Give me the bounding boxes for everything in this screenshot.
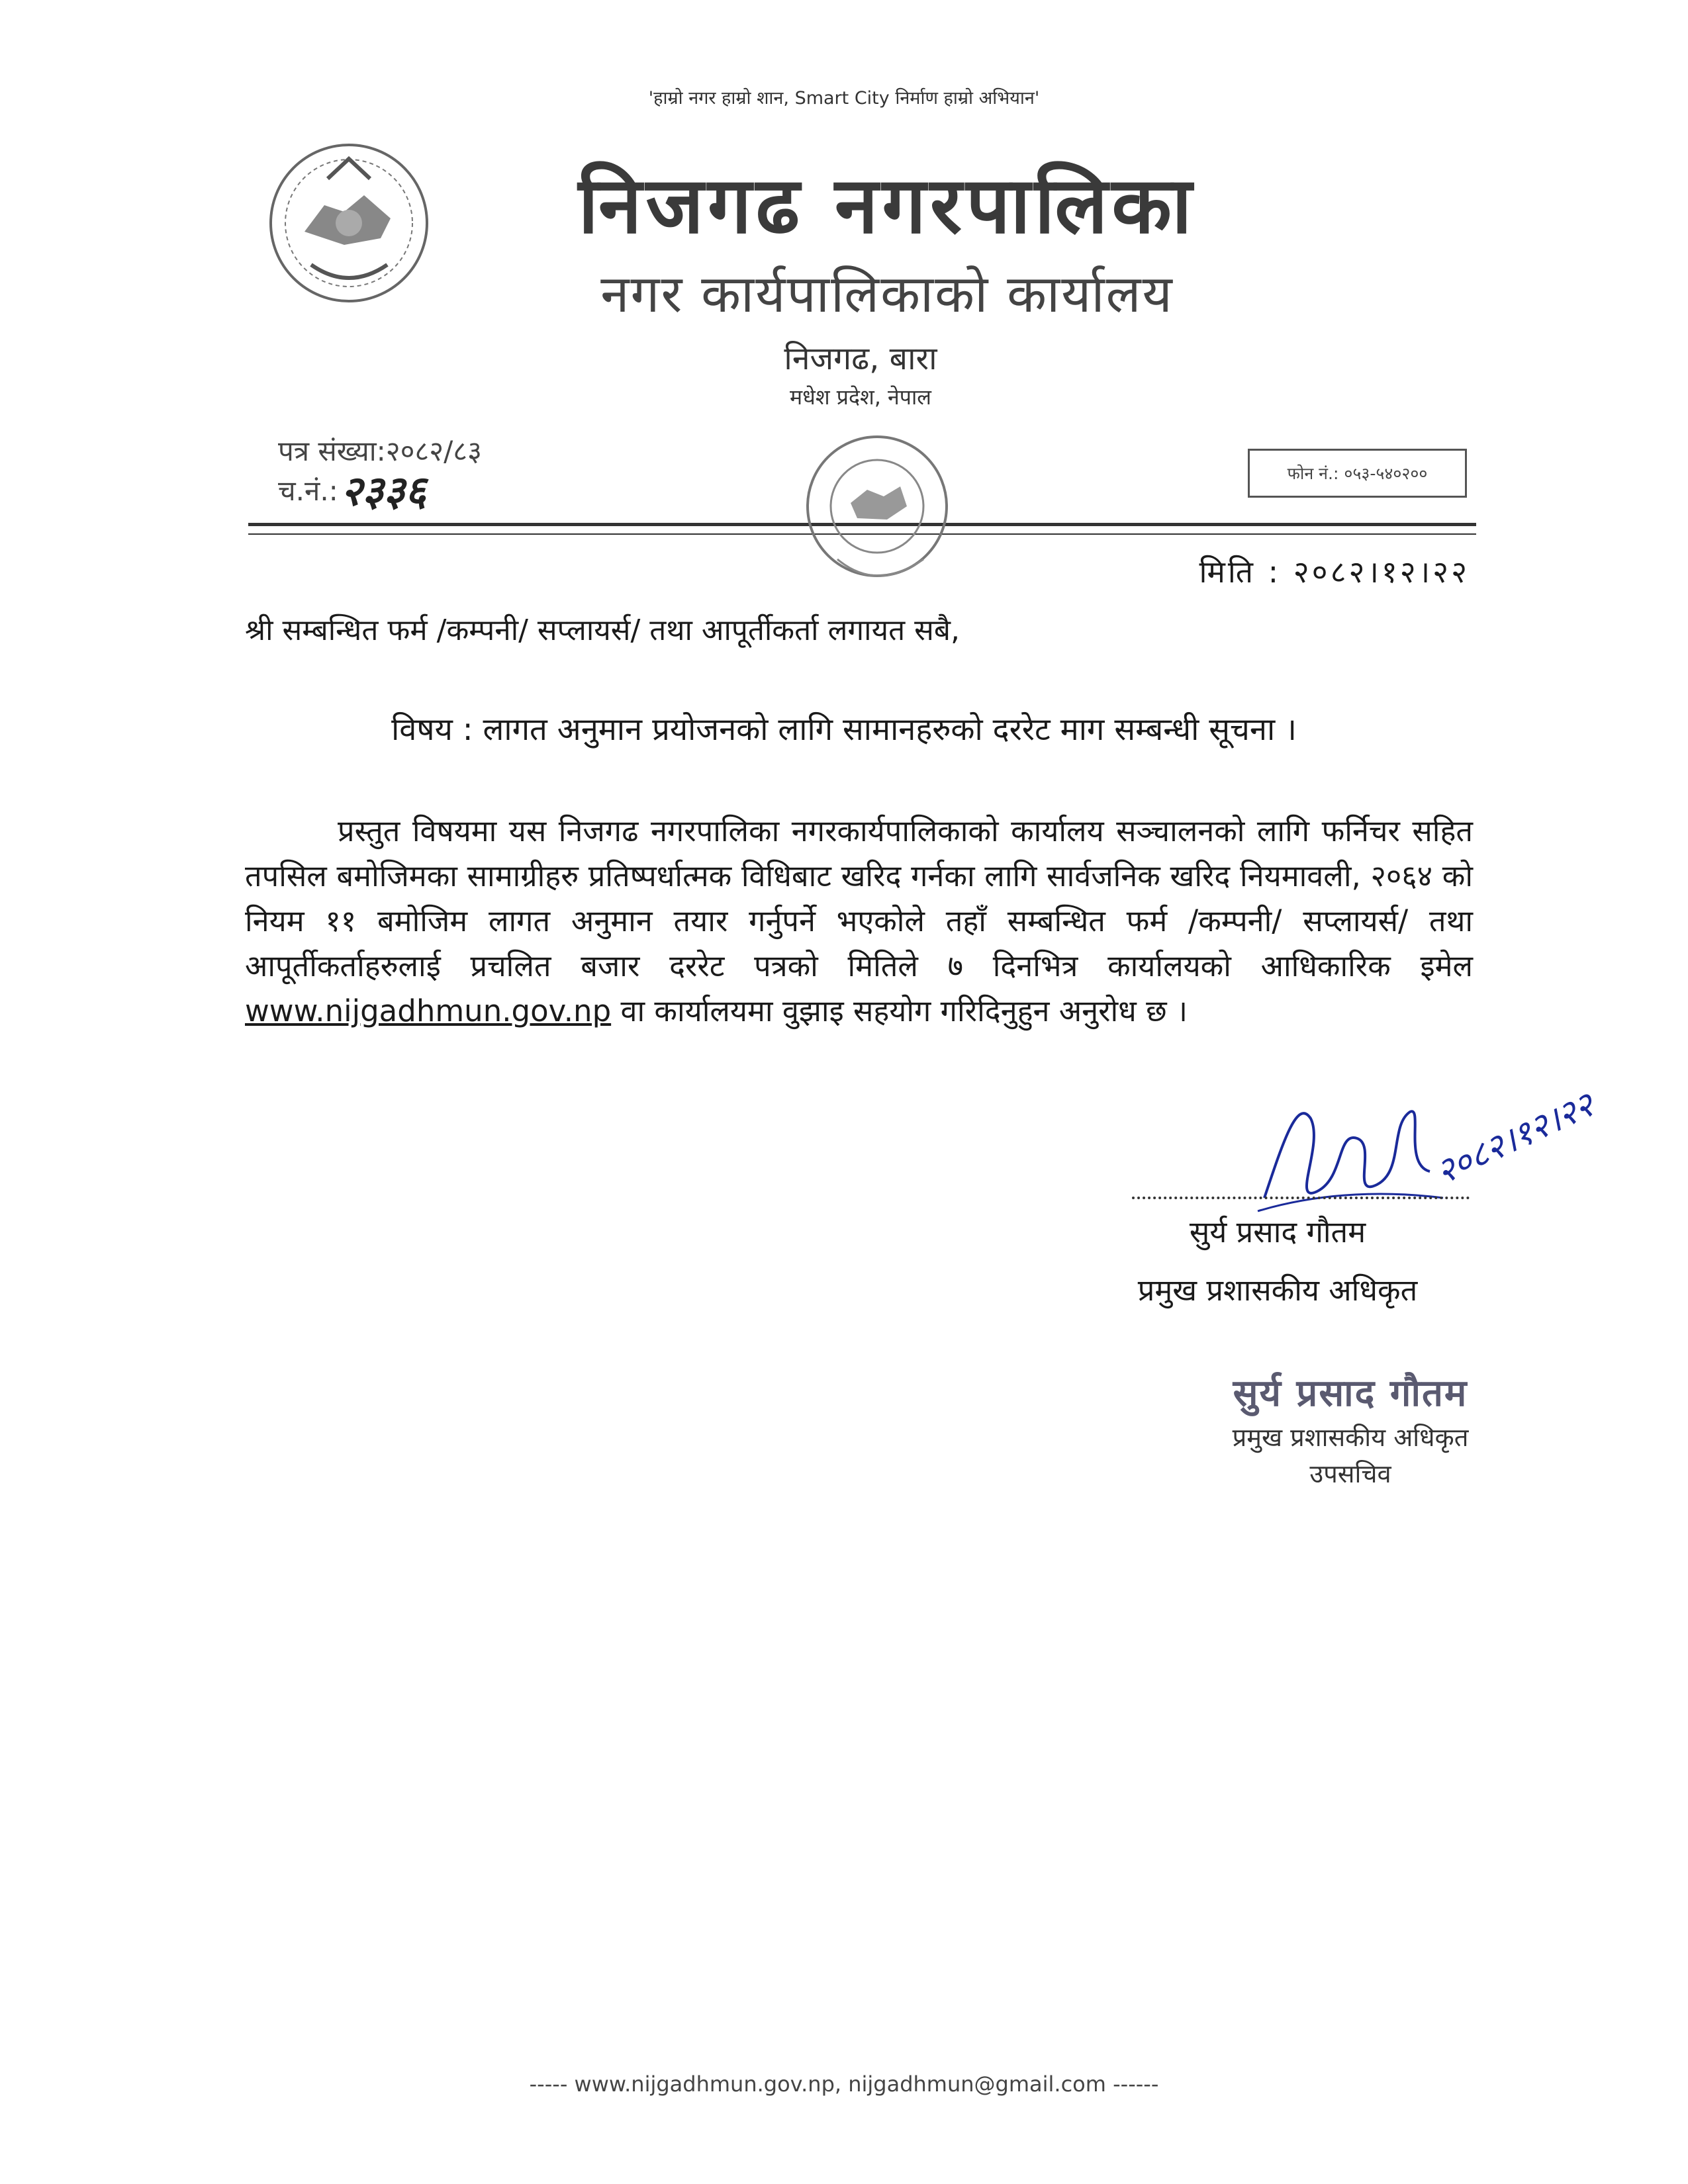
dispatch-number-label: च.नं.: xyxy=(278,475,338,507)
handwritten-signature xyxy=(1244,1059,1615,1231)
office-title: निजगढ नगरपालिका xyxy=(578,159,1196,251)
subject-line: विषय : लागत अनुमान प्रयोजनको लागि सामानहरुको दररेट माग सम्बन्धी सूचना । xyxy=(391,711,1297,748)
office-round-stamp xyxy=(758,427,996,606)
letter-number: पत्र संख्या:२०८२/८३ xyxy=(278,435,482,467)
body-text-part2: वा कार्यालयमा वुझाइ सहयोग गरिदिनुहुन अनुरोध छ । xyxy=(611,993,1188,1028)
seal-name: सुर्य प्रसाद गौतम xyxy=(1233,1372,1468,1415)
letter-date: मिति : २०८२।१२।२२ xyxy=(1199,554,1470,590)
website-link[interactable]: www.nijgadhmun.gov.np xyxy=(245,993,612,1028)
signer-name: सुर्य प्रसाद गौतम xyxy=(1189,1214,1366,1250)
office-subtitle: नगर कार्यपालिकाको कार्यालय xyxy=(600,265,1174,324)
dispatch-number-value: २३३६ xyxy=(341,467,426,515)
body-text-part1: प्रस्तुत विषयमा यस निजगढ नगरपालिका नगरकार्यपालिकाको कार्यालय सञ्चालनको लागि फर्निचर सहित तपसिल बमोजिमका सामाग्रीहरु प्रतिष्पर्धात्मक विधिबाट खरिद गर्नका लागि सार्वजनिक खरिद नियमावली, २०६४ को नियम ११ बमोजिम लागत अनुमान तयार गर्नुपर्ने भएकोले तहाँ सम्बन्धित फर्म /कम्पनी/ सप्लायर्स/ तथा आपूर्तीकर्ताहरुलाई प्रचलित बजार दररेट पत्रको मितिले ७ दिनभित्र कार्यालयको आधिकारिक इमेल xyxy=(245,813,1473,983)
signature-line xyxy=(1132,1197,1470,1199)
footer-contact: ----- www.nijgadhmun.gov.np, nijgadhmun@gmail.com ------ xyxy=(529,2071,1159,2097)
office-city: निजगढ, बारा xyxy=(784,340,937,377)
slogan: 'हाम्रो नगर हाम्रो शान, Smart City निर्माण हाम्रो अभियान' xyxy=(648,88,1040,109)
phone-box xyxy=(1248,449,1467,498)
nepal-emblem-logo xyxy=(265,139,434,308)
signer-title: प्रमुख प्रशासकीय अधिकृत xyxy=(1137,1273,1418,1308)
addressee: श्री सम्बन्धित फर्म /कम्पनी/ सप्लायर्स/ तथा आपूर्तीकर्ता लगायत सबै, xyxy=(245,614,961,647)
phone-number: फोन नं.: ०५३-५४०२०० xyxy=(1287,464,1428,483)
office-province: मधेश प्रदेश, नेपाल xyxy=(790,385,931,410)
seal-rank: उपसचिव xyxy=(1309,1459,1391,1488)
letter-body xyxy=(245,809,1473,1034)
seal-title: प्रमुख प्रशासकीय अधिकृत xyxy=(1232,1423,1469,1452)
signature-date: २०८२।१२।२२ xyxy=(1430,1085,1601,1193)
